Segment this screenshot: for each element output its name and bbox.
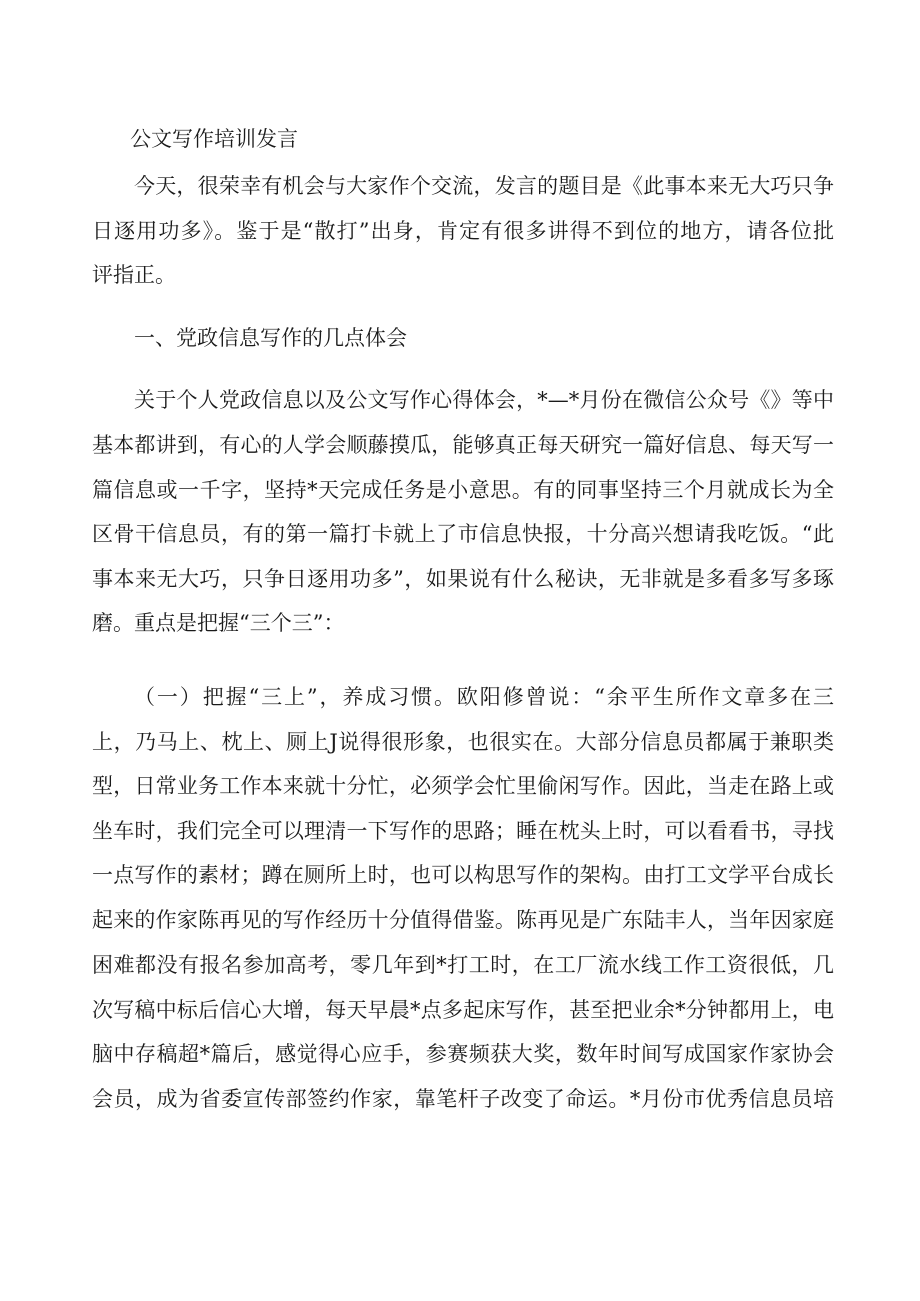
paragraph-2-line-5: 事本来无大巧，只争日逐用功多”，如果说有什么秘诀，无非就是多看多写多琢 [92,567,834,591]
paragraph-1-line-3: 评指正。 [92,263,176,287]
paragraph-2-line-3: 篇信息或一千字，坚持*天完成任务是小意思。有的同事坚持三个月就成长为全 [92,478,834,502]
paragraph-3-line-10: 会员，成为省委宣传部签约作家，靠笔杆子改变了命运。*月份市优秀信息员培 [92,1087,834,1111]
paragraph-3-line-9: 脑中存稿超*篇后，感觉得心应手，参赛频获大奖，数年时间写成国家作家协会 [92,1042,834,1066]
paragraph-3-line-2: 上，乃马上、枕上、厕上J说得很形象，也很实在。大部分信息员都属于兼职类 [92,730,834,754]
paragraph-3-line-6: 起来的作家陈再见的写作经历十分值得借鉴。陈再见是广东陆丰人，当年因家庭 [92,908,834,932]
paragraph-1-line-1: 今天，很荣幸有机会与大家作个交流，发言的题目是《此事本来无大巧只争 [134,174,834,198]
paragraph-3-line-8: 次写稿中标后信心大增，每天早晨*点多起床写作，甚至把业余*分钟都用上，电 [92,998,834,1022]
document-title: 公文写作培训发言 [130,127,298,151]
paragraph-3-line-3: 型，日常业务工作本来就十分忙，必须学会忙里偷闲写作。因此，当走在路上或 [92,774,834,798]
paragraph-3-line-1: （一）把握“三上”，养成习惯。欧阳修曾说：“余平生所作文章多在三 [134,685,834,709]
paragraph-2-line-1: 关于个人党政信息以及公文写作心得体会，*—*月份在微信公众号《》等中 [134,388,834,412]
paragraph-2-line-4: 区骨干信息员，有的第一篇打卡就上了市信息快报，十分高兴想请我吃饭。“此 [92,522,834,546]
paragraph-3-line-5: 一点写作的素材；蹲在厕所上时，也可以构思写作的架构。由打工文学平台成长 [92,863,834,887]
paragraph-3-line-4: 坐车时，我们完全可以理清一下写作的思路；睡在枕头上时，可以看看书，寻找 [92,819,834,843]
paragraph-2-line-2: 基本都讲到，有心的人学会顺藤摸瓜，能够真正每天研究一篇好信息、每天写一 [92,433,834,457]
paragraph-3-line-7: 困难都没有报名参加高考，零几年到*打工时，在工厂流水线工作工资很低，几 [92,953,834,977]
paragraph-2-line-6: 磨。重点是把握“三个三”： [92,611,345,635]
section-heading-1: 一、党政信息写作的几点体会 [134,326,407,350]
paragraph-1-line-2: 日逐用功多》。鉴于是“散打”出身，肯定有很多讲得不到位的地方，请各位批 [92,219,834,243]
